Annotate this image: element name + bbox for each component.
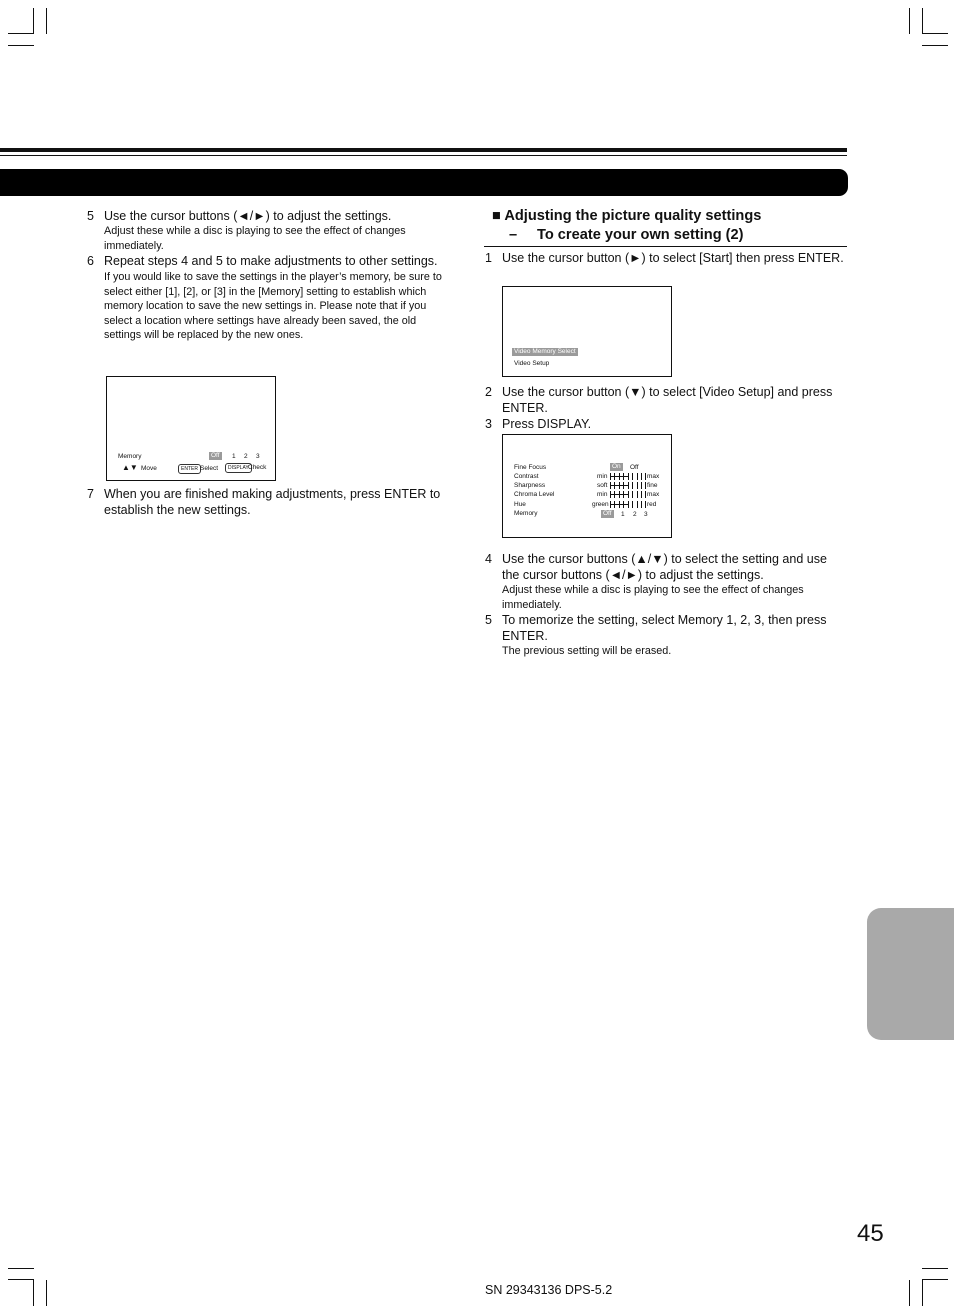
header-rule-thin (0, 155, 847, 156)
crop-mark (922, 1268, 948, 1269)
step-note: Adjust these while a disc is playing to see the effect of changes immediately. (502, 584, 804, 611)
chroma-min-label: min (597, 491, 608, 498)
side-tab (867, 908, 954, 1040)
setting-label-sharpness: Sharpness (514, 482, 546, 489)
crop-mark (922, 1280, 923, 1306)
contrast-min-label: min (597, 473, 608, 480)
crop-mark (33, 1280, 34, 1306)
crop-mark (8, 45, 34, 46)
step-note: If you would like to save the settings in the player’s memory, be sure to select either [1], [2], or [3] in the [Memory] setting to establish which memory location to save the new settings in. Please note that if you select a location where settings have already been saved, the old settings will be replaced by the new ones. (104, 271, 442, 342)
step-number: 4 (485, 552, 492, 566)
crop-mark (922, 8, 923, 34)
osd-screen-menu (502, 286, 672, 377)
memory-option-2: 2 (244, 453, 248, 460)
display-button-icon: DISPLAY (225, 463, 252, 473)
memory-option-1: 1 (232, 453, 236, 460)
step-number: 7 (87, 487, 94, 501)
header-bar (0, 169, 848, 196)
setting-label-memory: Memory (514, 510, 538, 517)
step-text: Use the cursor buttons (▲/▼) to select the setting and use the cursor buttons (◄/►) to adjust the settings. (502, 552, 827, 582)
memory-off-option: Off (211, 452, 220, 459)
crop-mark (909, 8, 910, 34)
step-text: Use the cursor buttons (◄/►) to adjust the settings. (104, 209, 392, 223)
memory-option-2: 2 (633, 511, 637, 518)
osd-screen-memory (106, 376, 276, 481)
move-label: Move (141, 465, 157, 472)
contrast-slider (610, 473, 646, 481)
step-text: Repeat steps 4 and 5 to make adjustments to other settings. (104, 254, 438, 268)
square-bullet-icon: ■ (492, 208, 501, 224)
step-text: Press DISPLAY. (502, 417, 592, 431)
sharpness-min-label: soft (597, 482, 608, 489)
fine-focus-off-option: Off (630, 464, 639, 471)
crop-mark (8, 33, 34, 34)
setting-label-contrast: Contrast (514, 473, 539, 480)
step-text: Use the cursor button (►) to select [Start] then press ENTER. (502, 251, 844, 265)
hue-min-label: green (592, 501, 609, 508)
crop-mark (46, 8, 47, 34)
heading-line-1: Adjusting the picture quality settings (504, 208, 762, 224)
step-text: When you are finished making adjustments, press ENTER to establish the new settings. (104, 487, 441, 517)
contrast-max-label: max (647, 473, 660, 480)
memory-label: Memory (118, 453, 142, 460)
setting-label-fine-focus: Fine Focus (514, 464, 547, 471)
step-number: 5 (485, 613, 492, 627)
fine-focus-on-option: On (612, 463, 621, 470)
step-number: 5 (87, 209, 94, 223)
hue-slider (610, 501, 646, 509)
heading-underline (484, 246, 847, 247)
crop-mark (922, 45, 948, 46)
crop-mark (922, 33, 948, 34)
enter-button-icon: ENTER (178, 464, 201, 474)
step-number: 3 (485, 417, 492, 431)
up-down-icon: ▲▼ (122, 463, 138, 472)
select-label: Select (200, 465, 219, 472)
osd-screen-video-setup (502, 434, 672, 538)
sharpness-slider (610, 482, 646, 490)
memory-option-3: 3 (256, 453, 260, 460)
footer-code: SN 29343136 DPS-5.2 (485, 1283, 613, 1297)
step-number: 1 (485, 251, 492, 265)
crop-mark (909, 1280, 910, 1306)
chroma-max-label: max (647, 491, 660, 498)
heading-line-2: To create your own setting (2) (537, 227, 744, 243)
crop-mark (33, 8, 34, 34)
hue-max-label: red (647, 501, 657, 508)
page-number: 45 (857, 1220, 884, 1247)
step-note: The previous setting will be erased. (502, 645, 672, 657)
sharpness-max-label: fine (647, 482, 658, 489)
step-number: 6 (87, 254, 94, 268)
heading-dash: – (509, 227, 518, 243)
step-text: Use the cursor button (▼) to select [Video Setup] and press ENTER. (502, 385, 833, 415)
header-rule (0, 148, 847, 152)
memory-off-option: Off (603, 510, 612, 517)
memory-option-1: 1 (621, 511, 625, 518)
crop-mark (922, 1279, 948, 1280)
chroma-slider (610, 491, 646, 499)
step-note: Adjust these while a disc is playing to see the effect of changes immediately. (104, 225, 406, 252)
menu-item-video-memory-select: Video Memory Select (514, 348, 576, 355)
step-text: To memorize the setting, select Memory 1, 2, 3, then press ENTER. (502, 613, 827, 643)
check-label: Check (248, 464, 267, 471)
crop-mark (8, 1279, 34, 1280)
section-heading (492, 207, 846, 243)
setting-label-hue: Hue (514, 501, 526, 508)
memory-option-3: 3 (644, 511, 648, 518)
crop-mark (46, 1280, 47, 1306)
step-number: 2 (485, 385, 492, 399)
crop-mark (8, 1268, 34, 1269)
menu-item-video-setup: Video Setup (514, 360, 550, 367)
setting-label-chroma-level: Chroma Level (514, 491, 555, 498)
